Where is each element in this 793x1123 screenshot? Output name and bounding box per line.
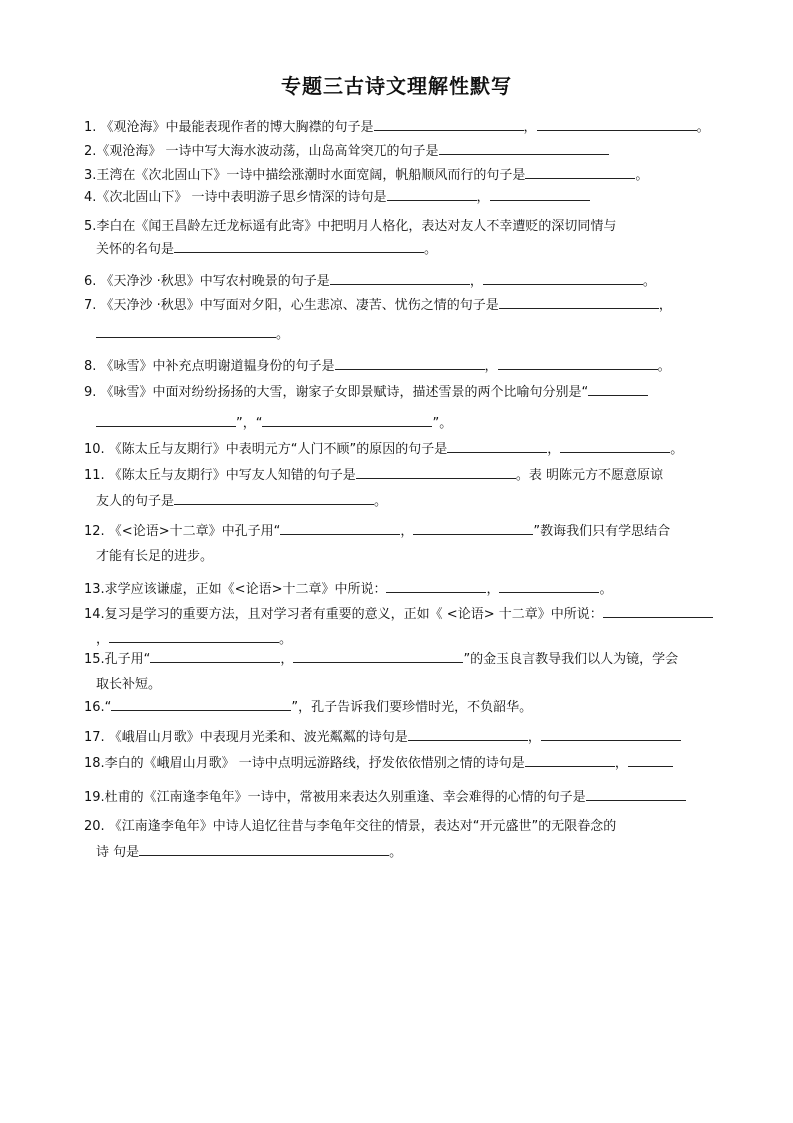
punct: ， [476, 190, 490, 205]
question-text: 取长补短。 [96, 677, 162, 692]
answer-blank[interactable] [603, 603, 713, 618]
answer-blank[interactable] [109, 628, 279, 643]
question-text: 关怀的名句是 [96, 242, 175, 257]
question-text: 15.孔子用“ [84, 652, 151, 667]
punct: ， [486, 582, 500, 597]
answer-blank[interactable] [174, 490, 374, 505]
question-text: 1. 《观沧海》中最能表现作者的博大胸襟的句子是 [84, 120, 374, 135]
punct: 。 [424, 242, 438, 257]
question-8 [84, 355, 671, 378]
punct: ， [614, 756, 628, 771]
punct: 。 [389, 845, 403, 860]
answer-blank[interactable] [174, 238, 424, 253]
question-5 [84, 216, 616, 261]
question-text: 才能有长足的进步。 [96, 549, 214, 564]
punct: 。 [642, 274, 656, 289]
answer-blank[interactable] [490, 186, 590, 201]
answer-blank[interactable] [588, 381, 648, 396]
answer-blank[interactable] [560, 438, 670, 453]
answer-blank[interactable] [293, 648, 463, 663]
question-7 [84, 294, 672, 346]
answer-blank[interactable] [537, 116, 697, 131]
answer-blank[interactable] [408, 726, 528, 741]
punct: ， [484, 359, 498, 374]
answer-blank[interactable] [330, 270, 470, 285]
answer-blank[interactable] [262, 412, 432, 427]
question-19 [84, 786, 686, 809]
answer-blank[interactable] [447, 438, 547, 453]
answer-blank[interactable] [335, 355, 485, 370]
question-text: ”教诲我们只有学思结合 [533, 524, 671, 539]
question-text: ”，孔子告诉我们要珍惜时光，不负韶华。 [291, 700, 533, 715]
question-16 [84, 696, 532, 719]
question-text: 18.李白的《峨眉山月歌》 一诗中点明远游路线，抒发依依惜别之情的诗句是 [84, 756, 525, 771]
answer-blank[interactable] [111, 696, 291, 711]
answer-blank[interactable] [525, 164, 635, 179]
answer-blank[interactable] [439, 140, 609, 155]
punct: ， [523, 120, 537, 135]
answer-blank[interactable] [356, 464, 516, 479]
question-1 [84, 116, 710, 139]
answer-blank[interactable] [499, 294, 659, 309]
page-title: 专题三古诗文理解性默写 [281, 74, 512, 98]
question-14 [84, 603, 713, 651]
question-text: 4.《次北固山下》 一诗中表明游子思乡情深的诗句是 [84, 190, 387, 205]
question-text: 20. 《江南逢李龟年》中诗人追忆往昔与李龟年交往的情景，表达对“开元盛世”的无限眷念的 [84, 819, 617, 834]
question-text: 12. 《<论语>十二章》中孔子用“ [84, 524, 281, 539]
answer-blank[interactable] [586, 786, 686, 801]
punct: ， [96, 632, 110, 647]
question-text: ”的金玉良言教导我们以人为镜，学会 [463, 652, 679, 667]
punct: 。 [670, 442, 684, 457]
punct: ， [400, 524, 414, 539]
punct: 。 [599, 582, 613, 597]
question-text: 9. 《咏雪》中面对纷纷扬扬的大雪，谢家子女即景赋诗，描述雪景的两个比喻句分别是“ [84, 385, 589, 400]
punct: 。 [696, 120, 710, 135]
question-4 [84, 186, 590, 209]
answer-blank[interactable] [499, 578, 599, 593]
question-text: 7. 《天净沙 ·秋思》中写面对夕阳，心生悲凉、凄苦、忧伤之情的句子是 [84, 298, 499, 313]
punct: ， [469, 274, 483, 289]
answer-blank[interactable] [150, 648, 280, 663]
punct: 。 [657, 359, 671, 374]
punct: ， [547, 442, 561, 457]
question-15 [84, 648, 678, 696]
answer-blank[interactable] [139, 841, 389, 856]
punct: 。 [279, 632, 293, 647]
question-text: 11. 《陈太丘与友期行》中写友人知错的句子是 [84, 468, 356, 483]
punct: 。 [276, 327, 290, 342]
question-text: 19.杜甫的《江南逢李龟年》一诗中，常被用来表达久别重逢、幸会难得的心情的句子是 [84, 790, 586, 805]
answer-blank[interactable] [498, 355, 658, 370]
answer-blank[interactable] [387, 186, 477, 201]
question-10 [84, 438, 683, 461]
answer-blank[interactable] [96, 412, 236, 427]
question-18 [84, 752, 673, 775]
answer-blank[interactable] [413, 520, 533, 535]
answer-blank[interactable] [96, 323, 276, 338]
question-text: 14.复习是学习的重要方法，且对学习者有重要的意义，正如《 <论语> 十二章》中所说： [84, 607, 603, 622]
answer-blank[interactable] [483, 270, 643, 285]
answer-blank[interactable] [628, 752, 673, 767]
question-text: 诗 句是 [96, 845, 140, 860]
question-text: 13.求学应该谦虚，正如《<论语>十二章》中所说： [84, 582, 387, 597]
question-3 [84, 164, 648, 187]
answer-blank[interactable] [280, 520, 400, 535]
question-17 [84, 726, 681, 749]
punct: 。 [374, 494, 388, 509]
punct: ， [280, 652, 294, 667]
question-text: 。表 明陈元方不愿意原谅 [515, 468, 663, 483]
question-13 [84, 578, 613, 601]
question-text: 6. 《天净沙 ·秋思》中写农村晚景的句子是 [84, 274, 330, 289]
question-2 [84, 140, 609, 163]
answer-blank[interactable] [386, 578, 486, 593]
question-text: 8. 《咏雪》中补充点明谢道韫身份的句子是 [84, 359, 335, 374]
question-20 [84, 816, 616, 864]
question-text: 17. 《峨眉山月歌》中表现月光柔和、波光粼粼的诗句是 [84, 730, 408, 745]
punct: ”，“ [236, 416, 263, 431]
punct: ”。 [432, 416, 453, 431]
question-text: 5.李白在《闻王昌龄左迁龙标遥有此寄》中把明月人格化，表达对友人不幸遭贬的深切同情与 [84, 219, 617, 234]
punct: ， [658, 298, 672, 313]
question-text: 友人的句子是 [96, 494, 175, 509]
punct: ， [527, 730, 541, 745]
question-text: 16.“ [84, 700, 112, 715]
question-6 [84, 270, 656, 293]
question-text: 2.《观沧海》 一诗中写大海水波动荡，山岛高耸突兀的句子是 [84, 144, 439, 159]
answer-blank[interactable] [525, 752, 615, 767]
question-text: 10. 《陈太丘与友期行》中表明元方“人门不顾”的原因的句子是 [84, 442, 448, 457]
question-9 [84, 381, 648, 435]
answer-blank[interactable] [374, 116, 524, 131]
answer-blank[interactable] [541, 726, 681, 741]
question-12 [84, 520, 670, 568]
question-text: 3.王湾在《次北固山下》一诗中描绘涨潮时水面宽阔，帆船顺风而行的句子是 [84, 168, 526, 183]
punct: 。 [635, 168, 649, 183]
question-11 [84, 464, 663, 513]
